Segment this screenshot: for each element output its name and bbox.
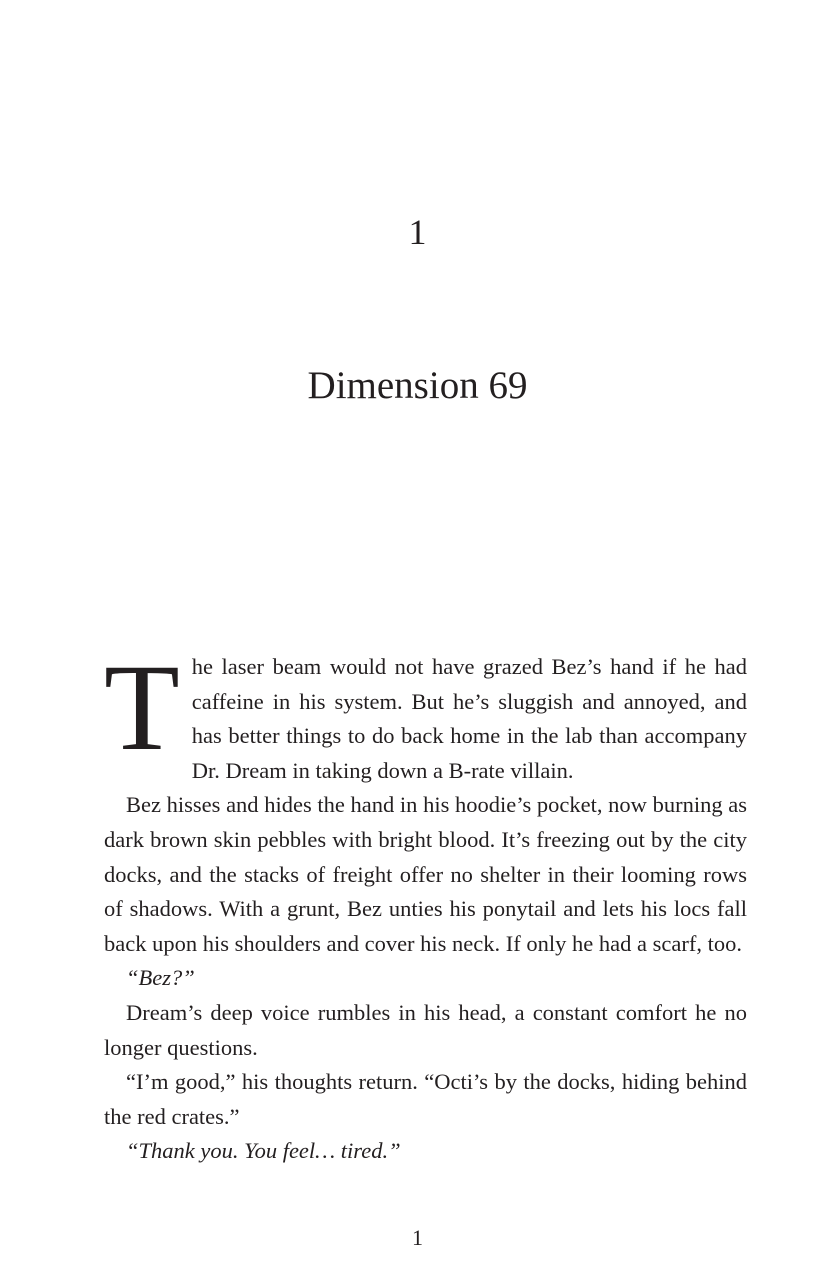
paragraph-6: “Thank you. You feel… tired.” xyxy=(126,1138,401,1164)
chapter-body xyxy=(104,639,747,1169)
paragraph-4: Dream’s deep voice rumbles in his head, a constant comfort he no longer questions. xyxy=(104,999,747,1060)
drop-cap: T xyxy=(104,639,180,776)
page-number: 1 xyxy=(412,1225,423,1250)
paragraph-5: “I’m good,” his thoughts return. “Octi’s by the docks, hiding behind the red crates.” xyxy=(104,1069,747,1129)
paragraph-1 xyxy=(104,639,747,788)
paragraph-3: “Bez?” xyxy=(126,965,195,991)
chapter-title: Dimension 69 xyxy=(307,364,528,407)
paragraph-1-text: he laser beam would not have grazed Bez’s hand if he had caffeine in his system. But he’s sluggish and annoyed, and has better things to do back home in the lab than accompany Dr. Dream in taking down a B-rate villain. xyxy=(191,654,747,783)
paragraph-2: Bez hisses and hides the hand in his hoodie’s pocket, now burning as dark brown skin pebbles with bright blood. It’s freezing out by the city docks, and the stacks of freight offer no shelter in their looming rows of shadows. With a grunt, Bez unties his ponytail and lets his locs fall back upon his shoulders and cover his neck. If only he had a scarf, too. xyxy=(104,792,747,956)
chapter-number: 1 xyxy=(408,212,427,252)
